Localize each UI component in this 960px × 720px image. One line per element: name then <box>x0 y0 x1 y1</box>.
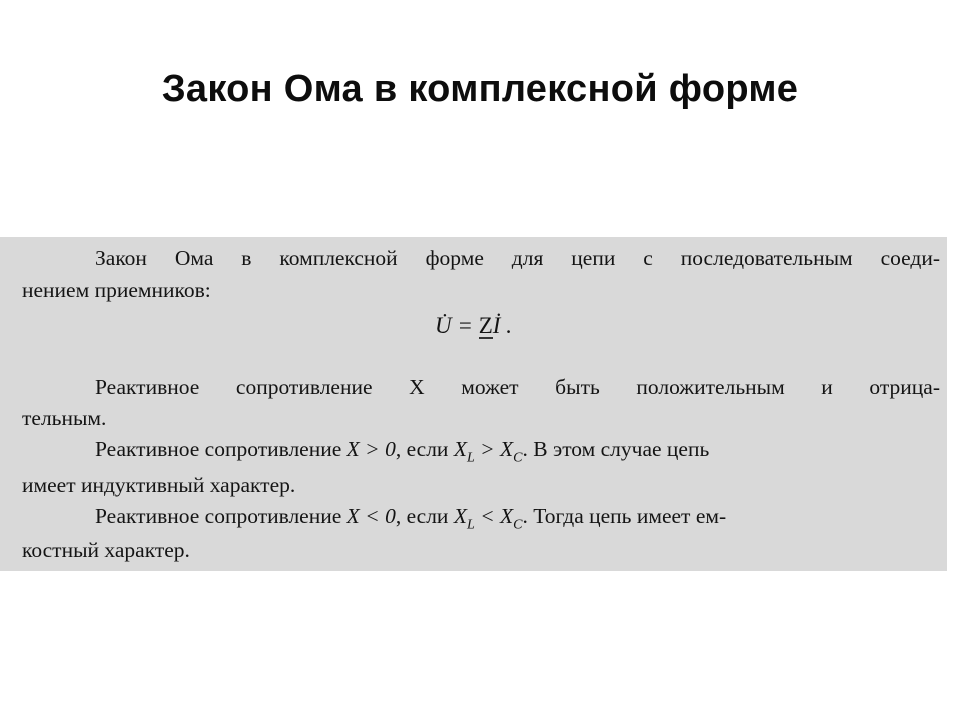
math-operator: < <box>474 504 501 528</box>
math-subscript: L <box>466 450 475 466</box>
text-fragment: , если <box>395 504 454 528</box>
text-fragment: . В этом случае цепь <box>522 437 710 461</box>
ohm-law-formula <box>0 311 947 341</box>
paragraph-line: нением приемников: <box>22 278 211 302</box>
text-fragment: . Тогда цепь имеет ем- <box>522 504 727 528</box>
text-fragment: Реактивное сопротивление <box>95 437 347 461</box>
math-subscript: C <box>513 450 523 466</box>
paragraph-line: костный характер. <box>22 538 190 562</box>
text-fragment: Реактивное сопротивление <box>95 504 347 528</box>
paragraph-line: тельным. <box>22 406 107 430</box>
impedance-symbol: Z <box>478 313 493 338</box>
math-subscript: C <box>513 517 523 533</box>
math-symbol: X <box>500 437 514 461</box>
math-symbol: X <box>453 504 467 528</box>
math-condition: X < 0 <box>346 504 396 528</box>
paragraph-line: имеет индуктивный характер. <box>22 473 296 497</box>
formula-period: . <box>500 313 512 338</box>
voltage-symbol: U̇ <box>435 313 452 338</box>
current-symbol: İ <box>492 313 501 338</box>
paragraph-line-capacitive-condition <box>95 503 940 538</box>
scanned-text-panel <box>0 237 947 571</box>
slide-title: Закон Ома в комплексной форме <box>161 68 799 110</box>
math-symbol: X <box>453 437 467 461</box>
paragraph-line-inductive-condition <box>95 436 940 471</box>
paragraph-line: Закон Ома в комплексной форме для цепи с последовательным соеди- <box>95 246 940 270</box>
math-condition: X > 0 <box>346 437 396 461</box>
equals-sign: = <box>451 313 479 338</box>
paragraph-line: Реактивное сопротивление X может быть положительным и отрица- <box>95 375 940 399</box>
math-symbol: X <box>500 504 514 528</box>
math-subscript: L <box>466 517 475 533</box>
text-fragment: , если <box>395 437 454 461</box>
math-operator: > <box>474 437 501 461</box>
